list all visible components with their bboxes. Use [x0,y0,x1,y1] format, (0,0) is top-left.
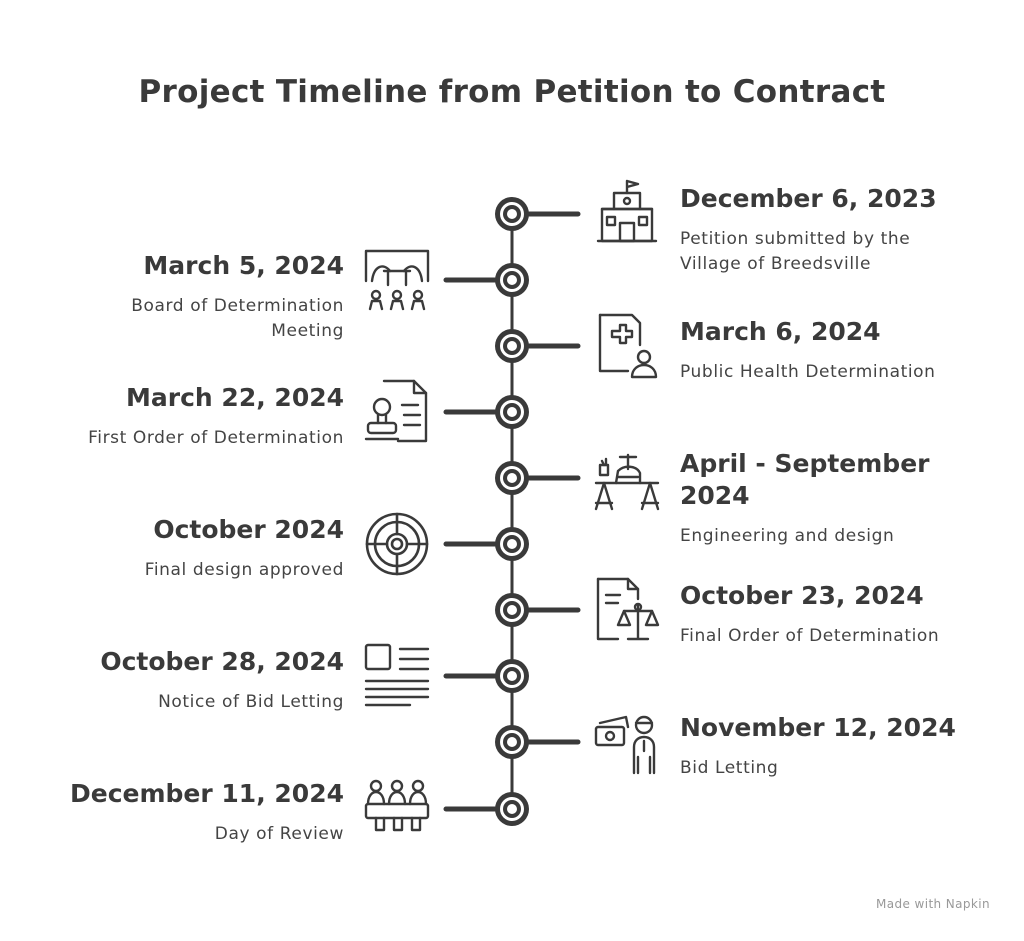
milestone-entry [24,778,344,847]
meeting-board-icon [362,245,432,315]
diagram-title: Project Timeline from Petition to Contract [138,74,886,110]
milestone-date: December 6, 2023 [680,184,937,213]
stamped-document-icon [362,377,432,447]
timeline-node [495,725,529,759]
health-person-icon [592,311,662,381]
milestone-entry [680,316,980,385]
milestone-date: March 6, 2024 [680,317,881,346]
timeline-node [495,659,529,693]
milestone-date: October 2024 [153,515,344,544]
timeline-node [495,395,529,429]
timeline-node [495,792,529,826]
milestone-description: Day of Review [214,824,344,844]
milestone-description: Petition submitted by the Village of Breedsville [680,229,911,274]
timeline-node [495,197,529,231]
timeline-node [495,527,529,561]
milestone-date: April - September 2024 [680,449,930,510]
timeline-node [495,329,529,363]
milestone-description: Notice of Bid Letting [158,692,344,712]
notice-document-icon [362,641,432,711]
legal-document-icon [592,575,662,645]
timeline-node [495,593,529,627]
milestone-date: December 11, 2024 [70,779,344,808]
target-design-icon [362,509,432,579]
milestone-date: March 22, 2024 [126,383,344,412]
milestone-date: October 28, 2024 [100,647,344,676]
bidder-money-icon [592,707,662,777]
timeline-node [495,461,529,495]
milestone-entry [680,580,980,649]
school-building-icon [592,179,662,249]
milestone-date: March 5, 2024 [143,251,344,280]
milestone-entry [680,712,980,781]
review-panel-icon [362,774,432,844]
milestone-entry [24,514,344,583]
milestone-entry [680,448,980,549]
milestone-description: Board of Determination Meeting [131,296,344,341]
milestone-description: Final design approved [144,560,344,580]
milestone-description: Public Health Determination [680,362,936,382]
milestone-entry [24,646,344,715]
milestone-description: Bid Letting [680,758,779,778]
milestone-entry [24,382,344,451]
milestone-date: October 23, 2024 [680,581,924,610]
milestone-description: Final Order of Determination [680,626,940,646]
drafting-desk-icon [592,443,662,513]
milestone-entry [680,183,980,277]
watermark: Made with Napkin [875,897,990,911]
milestone-date: November 12, 2024 [680,713,956,742]
timeline-node [495,263,529,297]
milestone-description: First Order of Determination [88,428,344,448]
milestone-description: Engineering and design [680,526,895,546]
milestone-entry [24,250,344,344]
